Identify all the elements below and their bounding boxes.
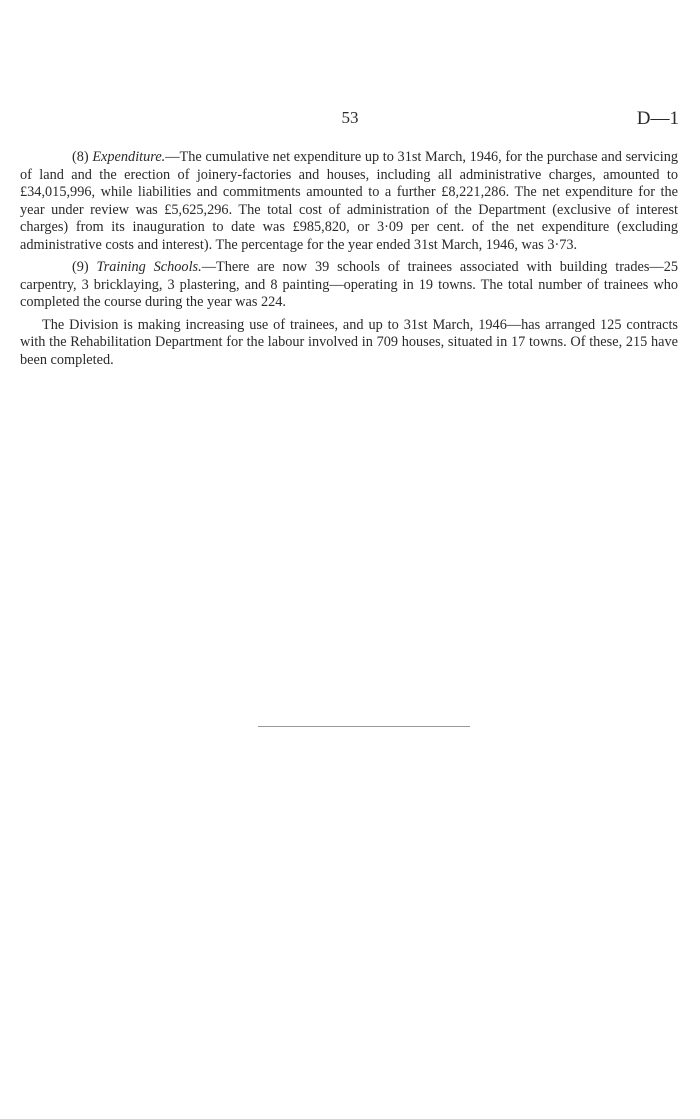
paragraph-text: The Division is making increasing use of trainees, and up to 31st March, 1946—has arranged 125 contracts with the Rehabilitation Department for the labour involved in 709 houses, situated in 17 towns. Of these, 215 have been completed. <box>20 316 678 368</box>
end-rule <box>258 726 470 727</box>
page-number: 53 <box>341 108 359 127</box>
paragraph-text: —The cumulative net expenditure up to 31st March, 1946, for the purchase and servicing of land and the erection of joinery-factories and houses, including all administrative charges, amounted to £34,015,996, while liabilities and commitments amounted to a further £8,221,286. The net expenditure for the year under review was £5,625,296. The total cost of administration of the Department (exclusive of interest charges) from its inauguration to date was £985,820, or 3·09 per cent. of the net expenditure (excluding administrative costs and interest). The percentage for the year ended 31st March, 1946, was 3·73. <box>20 149 678 253</box>
paragraph-number: (8) <box>72 149 89 165</box>
paragraph-heading: Training Schools. <box>96 259 202 275</box>
paragraph-division <box>20 317 678 370</box>
body-text <box>20 149 678 374</box>
document-code: D—1 <box>636 108 679 129</box>
paragraph-training-schools <box>20 259 678 312</box>
page-header <box>0 108 700 132</box>
paragraph-number: (9) <box>72 259 89 275</box>
paragraph-text: —There are now 39 schools of trainees associated with building trades—25 carpentry, 3 bricklaying, 3 plastering, and 8 painting—operating in 19 towns. The total number of trainees who completed the course during the year was 224. <box>20 259 679 310</box>
paragraph-expenditure <box>20 149 678 254</box>
paragraph-heading: Expenditure. <box>92 149 166 165</box>
